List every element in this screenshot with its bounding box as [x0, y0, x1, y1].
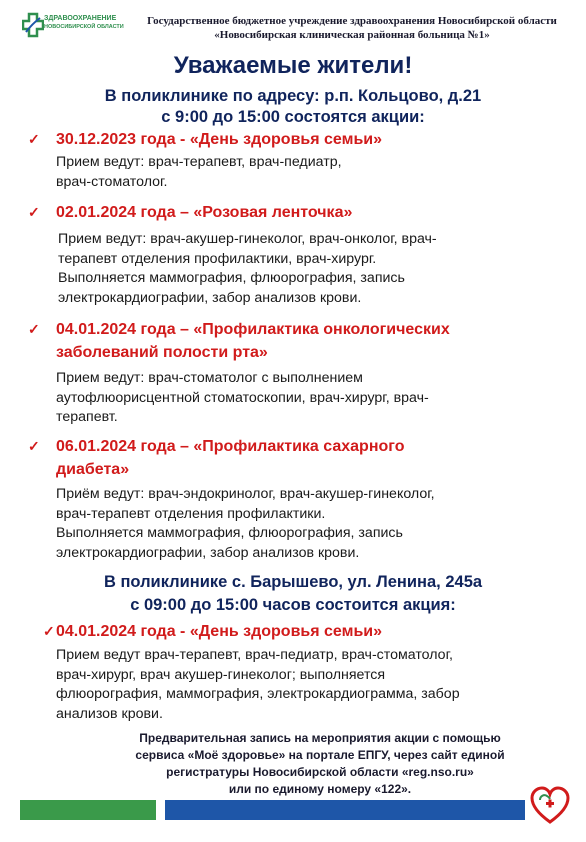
- item4-line4: электрокардиографии, забор анализов крови.: [56, 544, 360, 561]
- org-line1: Государственное бюджетное учреждение здравоохранения Новосибирской области: [147, 15, 557, 27]
- header: [0, 0, 586, 50]
- item4-line1: Приём ведут: врач-эндокринолог, врач-акушер-гинеколог,: [56, 486, 435, 502]
- check-icon: ✓: [28, 204, 40, 220]
- note-line4: или по единому номеру «122».: [228, 782, 412, 796]
- item1-line1: Прием ведут: врач-терапевт, врач-педиатр,: [56, 154, 342, 170]
- footer-bar-blue: [165, 800, 525, 820]
- section2-text: [56, 646, 460, 724]
- note-line2: сервиса «Моё здоровье» на портале ЕПГУ, через сайт единой: [135, 748, 505, 762]
- item3-title-line1: 04.01.2024 года – «Профилактика онкологических: [56, 321, 450, 338]
- logo-text: [44, 15, 124, 31]
- item1-line2: врач-стоматолог.: [56, 173, 168, 190]
- section2-hours: с 09:00 до 15:00 часов состоится акция:: [130, 596, 456, 614]
- section1-hours: с 9:00 до 15:00 состоятся акции:: [161, 108, 425, 126]
- section2-address: В поликлинике с. Барышево, ул. Ленина, 245а: [103, 573, 483, 591]
- health-ministry-logo: [22, 12, 126, 48]
- check-icon: ✓: [28, 131, 40, 147]
- section1-address: В поликлинике по адресу: р.п. Кольцово, д.21: [104, 87, 482, 105]
- section2-line4: анализов крови.: [56, 705, 163, 722]
- note-line3: регистратуры Новосибирской области «reg.nso.ru»: [166, 765, 474, 779]
- page-title: Уважаемые жители!: [173, 52, 413, 79]
- item2-line2: терапевт отделения профилактики, врач-хирург.: [58, 250, 377, 267]
- item2-line4: электрокардиографии, забор анализов крови.: [58, 289, 362, 306]
- check-icon: ✓: [28, 321, 40, 337]
- section2-line1: Прием ведут врач-терапевт, врач-педиатр, врач-стоматолог,: [56, 647, 453, 663]
- cross-logo-icon: [22, 12, 44, 38]
- item1-text: [56, 153, 342, 192]
- check-icon: ✓: [28, 438, 40, 454]
- item3-title-line2: заболеваний полости рта»: [56, 344, 268, 361]
- item4-title-line2: диабета»: [56, 461, 130, 478]
- item2-text: [58, 230, 437, 308]
- item3-line2: аутофлюорисцентной стоматоскопии, врач-хирург, врач-: [56, 389, 429, 406]
- item2-title: 02.01.2024 года – «Розовая ленточка»: [56, 204, 353, 221]
- item3-line1: Прием ведут: врач-стоматолог с выполнением: [56, 370, 363, 386]
- item3-line3: терапевт.: [56, 409, 118, 425]
- heart-logo-icon: [530, 786, 570, 826]
- item4-text: [56, 485, 435, 563]
- item1-title: 30.12.2023 года - «День здоровья семьи»: [56, 131, 383, 148]
- note-line1: Предварительная запись на мероприятия акции с помощью: [139, 731, 501, 745]
- section2-line2: врач-хирург, врач акушер-гинеколог; выполняется: [56, 666, 386, 683]
- logo-line2: НОВОСИБИРСКОЙ ОБЛАСТИ: [44, 24, 124, 30]
- item4-line2: врач-терапевт отделения профилактики.: [56, 505, 326, 522]
- org-line2: «Новосибирская клиническая районная больница №1»: [214, 29, 490, 41]
- section2-line3: флюорография, маммография, электрокардиограмма, забор: [56, 686, 460, 702]
- item4-title-line1: 06.01.2024 года – «Профилактика сахарного: [56, 438, 405, 455]
- logo-line1: ЗДРАВООХРАНЕНИЕ: [44, 15, 117, 22]
- item4-line3: Выполняется маммография, флюорография, запись: [56, 525, 403, 541]
- check-icon: ✓: [43, 623, 55, 639]
- organization-name: [122, 14, 582, 42]
- section2-item-title: 04.01.2024 года - «День здоровья семьи»: [56, 623, 383, 640]
- item3-text: [56, 369, 429, 428]
- footer-bar-green: [20, 800, 156, 820]
- registration-note: [60, 730, 580, 798]
- item2-line1: Прием ведут: врач-акушер-гинеколог, врач-онколог, врач-: [58, 231, 437, 247]
- item2-line3: Выполняется маммография, флюорография, запись: [58, 270, 405, 286]
